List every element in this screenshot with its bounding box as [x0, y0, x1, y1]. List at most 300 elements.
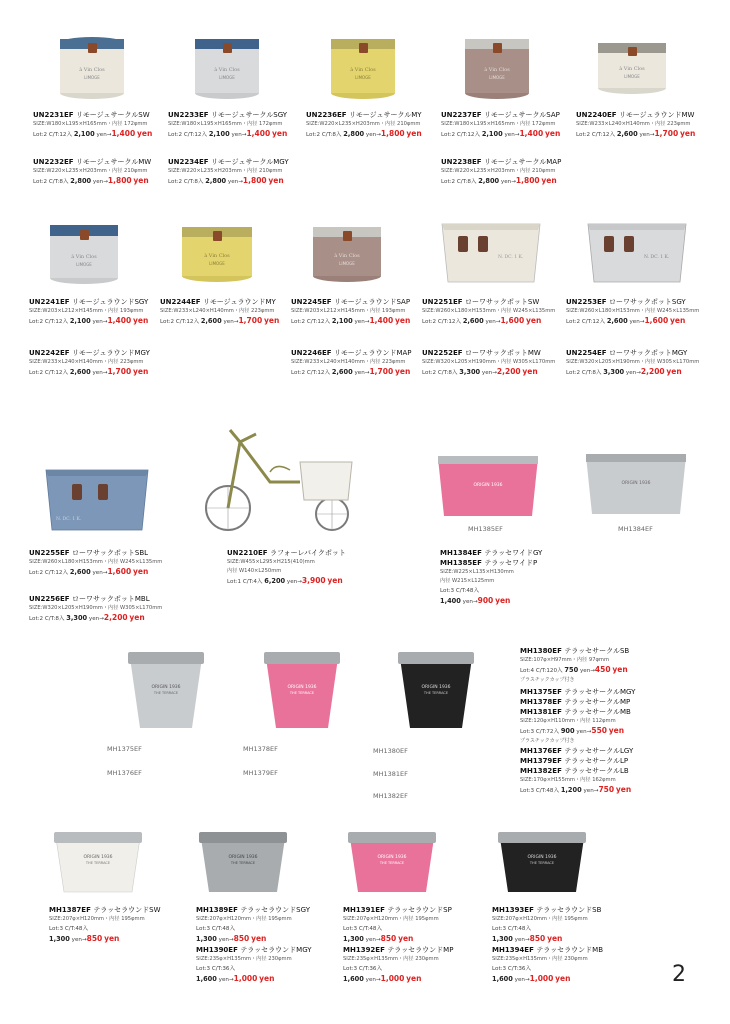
sale-yen: yen	[615, 785, 632, 794]
product-name: テラッセワイドGY	[484, 549, 543, 557]
sale-price: 850	[529, 934, 546, 943]
product-size: SIZE:W260×L180×H153mm・内径 W245×L135mm	[566, 308, 700, 314]
sale-yen: yen	[259, 974, 275, 983]
product-code: UN2256EF	[29, 595, 70, 603]
sale-yen: yen	[129, 613, 145, 622]
product-image-un2253	[584, 218, 690, 288]
product-code: UN2233EF	[168, 111, 209, 119]
product-size: SIZE:W203×L212×H145mm・内径 193φmm	[29, 308, 144, 314]
product-name: ローワサックポットMW	[465, 349, 541, 357]
product-lot: Lot:3 C/T:48入	[49, 926, 89, 932]
product-name: リモージュラウンドMY	[203, 298, 276, 306]
price-arrow: yen→	[504, 132, 520, 138]
product-size: SIZE:W455×L295×H215(410)mm	[227, 559, 315, 565]
product-price: 1,600	[196, 975, 217, 983]
price-arrow: yen→	[639, 132, 655, 138]
product-size: SIZE:W220×L235×H203mm・内径 210φmm	[33, 168, 148, 174]
product-code: UN2210EF	[227, 549, 268, 557]
product-code: MH1390EF	[196, 946, 238, 954]
product-un2237	[441, 110, 560, 140]
product-mh1380	[520, 646, 629, 684]
product-size: SIZE:235φ×H135mm・内径 230φmm	[196, 956, 292, 962]
product-price: 1,600	[492, 975, 513, 983]
product-mh1391	[343, 905, 453, 985]
product-code: UN2232EF	[33, 158, 74, 166]
svg-text:LIMOGE: LIMOGE	[84, 75, 100, 80]
product-lot: Lot:2 C/T:12入	[29, 319, 69, 325]
svg-text:ORIGIN 1936: ORIGIN 1936	[83, 855, 113, 860]
svg-text:THE TERRACE: THE TERRACE	[423, 691, 449, 695]
price-arrow: yen→	[629, 319, 645, 325]
product-image-mh1380	[396, 648, 476, 732]
svg-text:ORIGIN 1936: ORIGIN 1936	[421, 685, 451, 690]
svg-text:à Vin Clos: à Vin Clos	[204, 253, 230, 259]
price-arrow: yen→	[576, 729, 592, 735]
product-un2234	[168, 157, 289, 187]
product-un2255	[29, 548, 162, 578]
sale-price: 1,400	[107, 316, 132, 325]
product-image-mh1385	[436, 452, 540, 522]
product-size: SIZE:W233×L240×H140mm・内径 223φmm	[160, 308, 275, 314]
svg-text:N. DC. 1 K.: N. DC. 1 K.	[498, 255, 524, 260]
product-code: UN2255EF	[29, 549, 70, 557]
product-price: 1,300	[196, 935, 217, 943]
product-size: SIZE:W180×L195×H165mm・内径 172φmm	[441, 121, 556, 127]
product-mh1389	[196, 905, 312, 985]
product-code: UN2246EF	[291, 349, 332, 357]
product-price: 2,800	[343, 130, 365, 138]
product-price: 1,300	[343, 935, 364, 943]
sale-price: 1,400	[246, 129, 271, 138]
price-arrow: yen→	[286, 579, 302, 585]
image-label-mh1379: MH1379EF	[243, 769, 278, 777]
product-un2233	[168, 110, 287, 140]
product-price: 2,600	[200, 317, 222, 325]
sale-price: 1,700	[369, 367, 394, 376]
sale-yen: yen	[406, 129, 422, 138]
product-note: プラスチックカップ付き	[520, 677, 575, 683]
price-arrow: yen→	[500, 179, 516, 185]
product-code: MH1376EF	[520, 747, 562, 755]
sale-yen: yen	[394, 316, 411, 325]
product-lot: Lot:3 C/T:48入	[196, 926, 236, 932]
product-code: MH1389EF	[196, 906, 238, 914]
product-un2256	[29, 594, 162, 624]
product-name: リモージュラウンドSAP	[334, 298, 411, 306]
sale-yen: yen	[132, 316, 149, 325]
price-arrow: yen→	[625, 370, 641, 376]
svg-text:THE TERRACE: THE TERRACE	[85, 861, 111, 865]
product-lot: Lot:2 C/T:8入	[29, 616, 65, 622]
sale-yen: yen	[547, 934, 563, 943]
product-image-mh1393	[496, 828, 588, 896]
image-label-mh1376: MH1376EF	[107, 769, 142, 777]
product-name: テラッセラウンドSW	[93, 906, 161, 914]
product-name: リモージュサークルSGY	[211, 111, 288, 119]
svg-text:N. DC. 1 K.: N. DC. 1 K.	[644, 255, 670, 260]
product-lot: Lot:4 C/T:120入	[520, 668, 563, 674]
product-image-un2233	[193, 33, 261, 101]
product-name: リモージュラウンドSGY	[72, 298, 149, 306]
product-size: SIZE:W233×L240×H140mm・内径 223φmm	[29, 359, 144, 365]
product-size: SIZE:W220×L235×H203mm・内径 210φmm	[441, 168, 556, 174]
product-un2253	[566, 297, 699, 327]
svg-text:THE TERRACE: THE TERRACE	[289, 691, 315, 695]
price-arrow: yen→	[96, 132, 112, 138]
product-mh1384	[440, 548, 542, 607]
product-price: 2,100	[481, 130, 503, 138]
sale-yen: yen	[271, 129, 288, 138]
svg-text:à Vin Clos: à Vin Clos	[71, 254, 97, 260]
product-un2254	[566, 348, 699, 378]
price-arrow: yen→	[583, 788, 599, 794]
product-image-mh1378	[262, 648, 342, 732]
product-price: 3,300	[459, 368, 481, 376]
product-size: SIZE:W320×L205×H190mm・内径 W305×L170mm	[422, 359, 556, 365]
product-code: MH1387EF	[49, 906, 91, 914]
sale-yen: yen	[666, 367, 682, 376]
product-note: プラスチックカップ付き	[520, 738, 575, 744]
image-label-mh1382: MH1382EF	[373, 792, 408, 800]
product-lot: Lot:2 C/T:12入	[291, 370, 331, 376]
product-price: 2,800	[478, 177, 500, 185]
product-price: 2,600	[331, 368, 353, 376]
svg-text:ORIGIN 1936: ORIGIN 1936	[473, 483, 503, 488]
product-price: 2,800	[205, 177, 227, 185]
sale-yen: yen	[406, 974, 422, 983]
product-code: MH1381EF	[520, 708, 562, 716]
image-label-mh1378: MH1378EF	[243, 745, 278, 753]
svg-text:à Vin Clos: à Vin Clos	[79, 67, 105, 73]
svg-text:LIMOGE: LIMOGE	[209, 261, 225, 266]
product-name: テラッセラウンドSB	[536, 906, 602, 914]
price-arrow: yen→	[481, 370, 497, 376]
product-lot: Lot:3 C/T:48入	[492, 926, 532, 932]
product-mh1393	[492, 905, 603, 985]
product-lot: Lot:2 C/T:12入	[422, 319, 462, 325]
sale-yen: yen	[612, 665, 628, 674]
sale-yen: yen	[669, 316, 686, 325]
product-un2232	[33, 157, 151, 187]
product-lot: Lot:3 C/T:72入	[520, 729, 560, 735]
sale-price: 1,600	[107, 567, 132, 576]
sale-price: 1,700	[107, 367, 132, 376]
product-lot: Lot:2 C/T:12入	[168, 132, 208, 138]
product-un2246	[291, 348, 412, 378]
product-price: 2,600	[616, 130, 638, 138]
price-arrow: yen→	[88, 616, 104, 622]
price-arrow: yen→	[354, 370, 370, 376]
product-price: 1,300	[492, 935, 513, 943]
sale-price: 1,600	[644, 316, 669, 325]
product-code: MH1384EF	[440, 549, 482, 557]
sale-yen: yen	[541, 176, 557, 185]
product-lot: Lot:2 C/T:8入	[566, 370, 602, 376]
product-code: MH1382EF	[520, 767, 562, 775]
product-size: SIZE:170φ×H155mm・内径 162φmm	[520, 777, 616, 783]
product-lot: Lot:3 C/T:36入	[492, 966, 532, 972]
product-price: 3,300	[66, 614, 88, 622]
sale-price: 850	[233, 934, 250, 943]
price-arrow: yen→	[227, 179, 243, 185]
product-un2245	[291, 297, 410, 327]
sale-yen: yen	[136, 129, 153, 138]
product-price: 3,300	[603, 368, 625, 376]
sale-price: 1,000	[380, 974, 405, 983]
product-size: SIZE:W225×L135×H130mm	[440, 569, 514, 575]
product-lot: Lot:2 C/T:12入	[576, 132, 616, 138]
product-price: 2,800	[70, 177, 92, 185]
product-lot: Lot:3 C/T:36入	[196, 966, 236, 972]
product-lot: Lot:3 C/T:48入	[343, 926, 383, 932]
svg-text:THE TERRACE: THE TERRACE	[379, 861, 405, 865]
product-price: 1,200	[560, 786, 582, 794]
svg-text:LIMOGE: LIMOGE	[489, 75, 505, 80]
product-un2210	[227, 548, 346, 587]
product-price: 2,100	[69, 317, 91, 325]
product-size: SIZE:207φ×H120mm・内径 195φmm	[49, 916, 145, 922]
product-lot: Lot:3 C/T:48入	[440, 588, 480, 594]
product-un2242	[29, 348, 150, 378]
svg-text:THE TERRACE: THE TERRACE	[230, 861, 256, 865]
svg-text:LIMOGE: LIMOGE	[355, 75, 371, 80]
product-code: UN2231EF	[33, 111, 74, 119]
sale-price: 900	[477, 596, 494, 605]
svg-text:LIMOGE: LIMOGE	[339, 261, 355, 266]
svg-text:ORIGIN 1936: ORIGIN 1936	[377, 855, 407, 860]
sale-yen: yen	[251, 934, 267, 943]
product-name: テラッセワイドP	[484, 559, 538, 567]
product-code: MH1380EF	[520, 647, 562, 655]
product-code: UN2254EF	[566, 349, 607, 357]
sale-price: 1,000	[233, 974, 258, 983]
product-image-mh1375	[126, 648, 206, 732]
product-name: テラッセサークルLB	[564, 767, 629, 775]
sale-price: 550	[591, 726, 608, 735]
image-label-mh1385: MH1385EF	[468, 525, 503, 533]
product-code: MH1379EF	[520, 757, 562, 765]
svg-text:ORIGIN 1936: ORIGIN 1936	[228, 855, 258, 860]
product-name: リモージュサークルMY	[349, 111, 422, 119]
product-name: テラッセラウンドSP	[387, 906, 452, 914]
sale-price: 1,700	[238, 316, 263, 325]
sale-price: 2,200	[103, 613, 128, 622]
product-code: MH1391EF	[343, 906, 385, 914]
sale-price: 1,800	[515, 176, 540, 185]
product-image-un2241	[48, 220, 120, 286]
svg-text:à Vin Clos: à Vin Clos	[334, 253, 360, 259]
product-name: リモージュラウンドMGY	[72, 349, 150, 357]
price-arrow: yen→	[485, 319, 501, 325]
svg-text:ORIGIN 1936: ORIGIN 1936	[621, 481, 651, 486]
price-arrow: yen→	[218, 937, 234, 943]
product-lot: Lot:2 C/T:12入	[291, 319, 331, 325]
sale-yen: yen	[495, 596, 511, 605]
product-image-un2255	[42, 464, 152, 536]
sale-yen: yen	[394, 367, 411, 376]
product-image-mh1384	[584, 450, 688, 520]
product-name: テラッセラウンドMB	[536, 946, 604, 954]
product-image-un2245	[311, 222, 383, 284]
price-arrow: yen→	[223, 319, 239, 325]
product-image-un2244	[180, 222, 254, 284]
product-image-mh1391	[346, 828, 438, 896]
product-un2244	[160, 297, 279, 327]
sale-price: 1,800	[242, 176, 267, 185]
sale-yen: yen	[608, 726, 625, 735]
sale-price: 2,200	[496, 367, 521, 376]
sale-yen: yen	[133, 176, 149, 185]
sale-yen: yen	[132, 367, 149, 376]
product-price: 2,100	[331, 317, 353, 325]
product-mh1387	[49, 905, 161, 945]
sale-price: 850	[380, 934, 397, 943]
product-lot: Lot:2 C/T:12入	[33, 132, 73, 138]
product-price: 2,100	[208, 130, 230, 138]
sale-price: 1,400	[111, 129, 136, 138]
product-name: テラッセラウンドMP	[387, 946, 454, 954]
product-name: リモージュサークルMW	[76, 158, 152, 166]
product-name: テラッセサークルMP	[564, 698, 631, 706]
product-name: ローワサックポットMBL	[72, 595, 150, 603]
price-arrow: yen→	[92, 370, 108, 376]
sale-price: 850	[86, 934, 103, 943]
svg-text:THE TERRACE: THE TERRACE	[153, 691, 179, 695]
product-name: ローワサックポットMGY	[609, 349, 688, 357]
product-size: SIZE:235φ×H135mm・内径 230φmm	[343, 956, 439, 962]
product-lot: Lot:2 C/T:12入	[29, 570, 69, 576]
product-name: リモージュサークルMGY	[211, 158, 289, 166]
product-size: SIZE:W260×L180×H153mm・内径 W245×L135mm	[422, 308, 556, 314]
product-name: リモージュラウンドMW	[619, 111, 695, 119]
price-arrow: yen→	[71, 937, 87, 943]
product-lot: Lot:3 C/T:48入	[520, 788, 560, 794]
product-un2238	[441, 157, 561, 187]
product-lot: Lot:2 C/T:8入	[306, 132, 342, 138]
svg-text:ORIGIN 1936: ORIGIN 1936	[287, 685, 317, 690]
product-size: SIZE:207φ×H120mm・内径 195φmm	[343, 916, 439, 922]
sale-yen: yen	[263, 316, 280, 325]
sale-price: 750	[598, 785, 615, 794]
sale-price: 2,200	[640, 367, 665, 376]
product-code: UN2253EF	[566, 298, 607, 306]
product-lot: Lot:2 C/T:8入	[441, 179, 477, 185]
product-size: SIZE:W233×L240×H140mm・内径 223φmm	[576, 121, 691, 127]
price-arrow: yen→	[462, 599, 478, 605]
product-size: SIZE:W203×L212×H145mm・内径 193φmm	[291, 308, 406, 314]
price-arrow: yen→	[514, 977, 530, 983]
price-arrow: yen→	[92, 570, 108, 576]
product-lot: Lot:2 C/T:12入	[566, 319, 606, 325]
product-lot: Lot:2 C/T:8入	[33, 179, 69, 185]
sale-price: 1,400	[519, 129, 544, 138]
product-name: リモージュサークルSAP	[484, 111, 560, 119]
product-price: 2,600	[69, 368, 91, 376]
sale-yen: yen	[268, 176, 284, 185]
product-code: MH1394EF	[492, 946, 534, 954]
product-name: テラッセサークルSB	[564, 647, 630, 655]
product-code: UN2242EF	[29, 349, 70, 357]
product-name: テラッセサークルMGY	[564, 688, 636, 696]
product-price: 1,400	[440, 597, 461, 605]
product-code: UN2238EF	[441, 158, 482, 166]
product-price: 6,200	[264, 577, 286, 585]
product-code: MH1393EF	[492, 906, 534, 914]
product-mh1376	[520, 746, 633, 796]
product-image-un2237	[463, 33, 531, 101]
price-arrow: yen→	[92, 179, 108, 185]
product-name: リモージュサークルMAP	[484, 158, 562, 166]
product-lot: Lot:1 C/T:4入	[227, 579, 263, 585]
product-lot: Lot:2 C/T:12入	[160, 319, 200, 325]
product-image-un2231	[58, 33, 126, 101]
product-mh1375	[520, 687, 635, 745]
product-size: SIZE:207φ×H120mm・内径 195φmm	[492, 916, 588, 922]
product-code: UN2245EF	[291, 298, 332, 306]
product-un2251	[422, 297, 555, 327]
product-image-mh1387	[52, 828, 144, 896]
svg-text:LIMOGE: LIMOGE	[624, 74, 640, 79]
sale-price: 450	[594, 665, 611, 674]
product-code: UN2241EF	[29, 298, 70, 306]
product-un2241	[29, 297, 148, 327]
product-price: 2,600	[69, 568, 91, 576]
sale-price: 1,000	[529, 974, 554, 983]
product-image-un2236	[329, 33, 397, 101]
product-code: UN2251EF	[422, 298, 463, 306]
product-code: UN2237EF	[441, 111, 482, 119]
product-image-un2210	[200, 412, 360, 540]
svg-text:THE TERRACE: THE TERRACE	[529, 861, 555, 865]
sale-yen: yen	[679, 129, 696, 138]
svg-text:à Vin Clos: à Vin Clos	[350, 67, 376, 73]
price-arrow: yen→	[231, 132, 247, 138]
sale-yen: yen	[525, 316, 542, 325]
product-name: テラッセラウンドSGY	[240, 906, 310, 914]
product-price: 750	[564, 666, 579, 674]
product-image-un2251	[438, 218, 544, 288]
product-un2236	[306, 110, 422, 140]
price-arrow: yen→	[365, 132, 381, 138]
price-arrow: yen→	[354, 319, 370, 325]
product-size: SIZE:W233×L240×H140mm・内径 223φmm	[291, 359, 406, 365]
product-code: UN2236EF	[306, 111, 347, 119]
product-name: テラッセサークルMB	[564, 708, 631, 716]
product-size: SIZE:W220×L235×H203mm・内径 210φmm	[306, 121, 421, 127]
price-arrow: yen→	[218, 977, 234, 983]
product-size: SIZE:107φ×H97mm・内径 97φmm	[520, 657, 610, 663]
product-size: SIZE:W260×L180×H153mm・内径 W245×L135mm	[29, 559, 163, 565]
svg-text:LIMOGE: LIMOGE	[76, 262, 92, 267]
product-un2231	[33, 110, 152, 140]
product-size-inner: 内径 W140×L250mm	[227, 568, 282, 574]
product-size: SIZE:235φ×H135mm・内径 230φmm	[492, 956, 588, 962]
product-code: MH1375EF	[520, 688, 562, 696]
product-size-inner: 内径 W215×L125mm	[440, 578, 495, 584]
product-name: ローワサックポットSGY	[609, 298, 686, 306]
product-image-un2240	[596, 38, 668, 96]
product-size: SIZE:W220×L235×H203mm・内径 210φmm	[168, 168, 283, 174]
price-arrow: yen→	[514, 937, 530, 943]
product-size: SIZE:W180×L195×H165mm・内径 172φmm	[168, 121, 283, 127]
product-lot: Lot:2 C/T:12入	[441, 132, 481, 138]
sale-yen: yen	[555, 974, 571, 983]
sale-price: 1,400	[369, 316, 394, 325]
sale-yen: yen	[544, 129, 561, 138]
product-size: SIZE:W320×L205×H190mm・内径 W305×L170mm	[566, 359, 700, 365]
product-name: リモージュサークルSW	[76, 111, 150, 119]
svg-text:à Vin Clos: à Vin Clos	[619, 66, 645, 72]
